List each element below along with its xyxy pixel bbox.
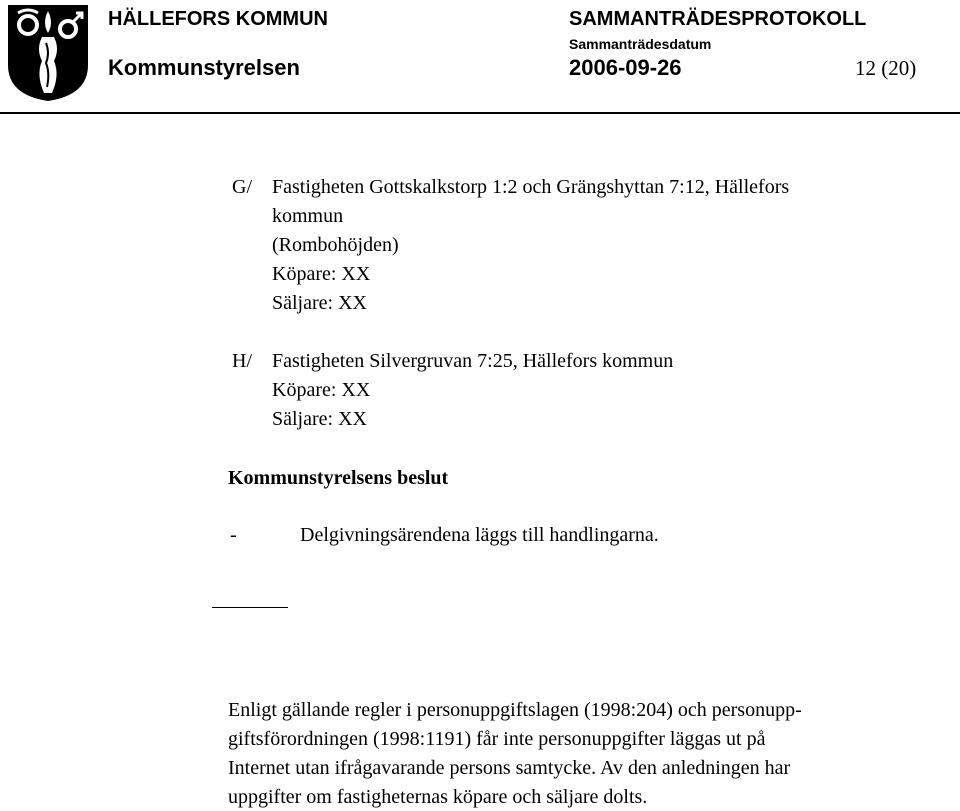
notice-line: uppgifter om fastigheternas köpare och säljare dolts. <box>228 786 648 808</box>
meeting-date-label: Sammanträdesdatum <box>569 36 712 52</box>
page-number: 12 (20) <box>855 56 917 80</box>
document-type: SAMMANTRÄDESPROTOKOLL <box>569 8 867 30</box>
section-h-seller: Säljare: XX <box>272 408 367 430</box>
header-divider <box>0 112 960 114</box>
section-g-line: kommun <box>272 205 344 227</box>
org-unit: Kommunstyrelsen <box>108 55 300 80</box>
section-g-line: (Rombohöjden) <box>272 234 399 256</box>
section-g-line: Fastigheten Gottskalkstorp 1:2 och Grängshyttan 7:12, Hällefors <box>272 176 790 198</box>
separator-rule <box>212 607 288 608</box>
decision-dash: - <box>230 524 237 546</box>
section-g-marker: G/ <box>232 176 252 198</box>
notice-line: Internet utan ifrågavarande persons samtycke. Av den anledningen har <box>228 757 791 779</box>
decision-text: Delgivningsärendena läggs till handlingarna. <box>300 524 659 546</box>
section-g-buyer: Köpare: XX <box>272 263 371 285</box>
municipality-name: HÄLLEFORS KOMMUN <box>108 8 328 30</box>
decision-heading: Kommunstyrelsens beslut <box>228 467 449 489</box>
notice-line: Enligt gällande regler i personuppgiftslagen (1998:204) och personupp- <box>228 699 802 721</box>
meeting-date: 2006-09-26 <box>569 55 682 80</box>
section-h-line: Fastigheten Silvergruvan 7:25, Hällefors kommun <box>272 350 674 372</box>
section-h-marker: H/ <box>232 350 252 372</box>
municipality-crest-logo <box>6 3 90 103</box>
notice-line: giftsförordningen (1998:1191) får inte personuppgifter läggas ut på <box>228 728 766 750</box>
section-g-seller: Säljare: XX <box>272 292 367 314</box>
section-h-buyer: Köpare: XX <box>272 379 371 401</box>
